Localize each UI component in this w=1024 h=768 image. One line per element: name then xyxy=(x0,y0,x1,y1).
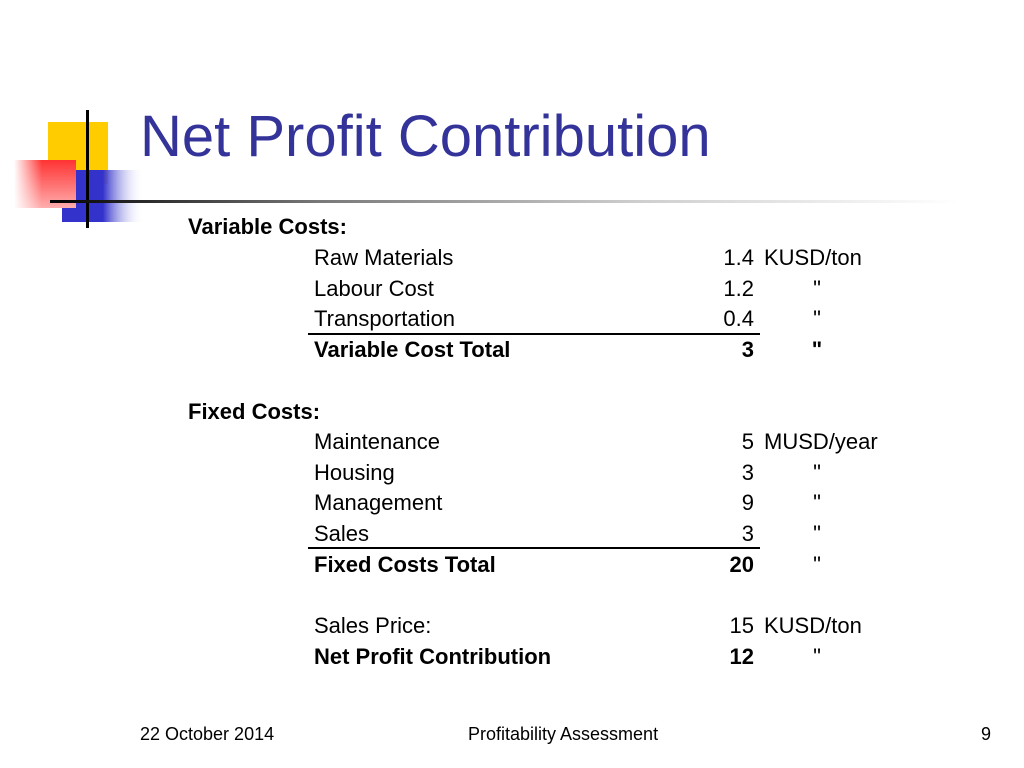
row-label: Housing xyxy=(314,460,395,485)
row-label: Raw Materials xyxy=(314,245,454,270)
variable-total-unit: " xyxy=(811,337,823,362)
row-unit: " xyxy=(813,306,821,331)
title-underline xyxy=(50,200,960,203)
title-decoration xyxy=(0,0,160,240)
variable-costs-heading: Variable Costs: xyxy=(188,214,347,239)
row-label: Maintenance xyxy=(314,429,440,454)
row-value: 1.4 xyxy=(723,245,754,270)
net-profit-label: Net Profit Contribution xyxy=(314,644,552,669)
row-unit: " xyxy=(813,460,821,485)
fixed-costs-heading: Fixed Costs: xyxy=(188,399,321,424)
sales-price-unit: KUSD/ton xyxy=(764,613,862,638)
vertical-bar-shape xyxy=(86,110,89,228)
slide-title: Net Profit Contribution xyxy=(140,104,711,169)
row-unit: " xyxy=(813,490,821,515)
row-unit: " xyxy=(813,276,821,301)
row-value: 5 xyxy=(741,429,754,454)
variable-total-rule xyxy=(308,333,760,335)
row-value: 1.2 xyxy=(723,276,754,301)
row-value: 3 xyxy=(741,460,754,485)
row-value: 0.4 xyxy=(723,306,754,331)
row-label: Management xyxy=(314,490,443,515)
sales-price-label: Sales Price: xyxy=(314,613,432,638)
sales-price-value: 15 xyxy=(729,613,754,638)
row-label: Transportation xyxy=(314,306,456,331)
row-value: 3 xyxy=(741,521,754,546)
fixed-total-label: Fixed Costs Total xyxy=(314,552,496,577)
row-unit: KUSD/ton xyxy=(764,245,862,270)
page-number: 9 xyxy=(981,724,992,744)
row-unit: " xyxy=(813,521,821,546)
fixed-total-value: 20 xyxy=(729,552,754,577)
variable-total-value: 3 xyxy=(741,337,754,362)
row-label: Labour Cost xyxy=(314,276,434,301)
variable-total-label: Variable Cost Total xyxy=(314,337,511,362)
row-label: Sales xyxy=(314,521,370,546)
fixed-total-unit: " xyxy=(813,552,821,577)
row-unit: MUSD/year xyxy=(764,429,878,454)
row-value: 9 xyxy=(741,490,754,515)
net-profit-unit: " xyxy=(813,644,821,669)
footer-title: Profitability Assessment xyxy=(468,724,659,744)
net-profit-value: 12 xyxy=(729,644,754,669)
footer-date: 22 October 2014 xyxy=(140,724,275,744)
fixed-total-rule xyxy=(308,547,760,549)
